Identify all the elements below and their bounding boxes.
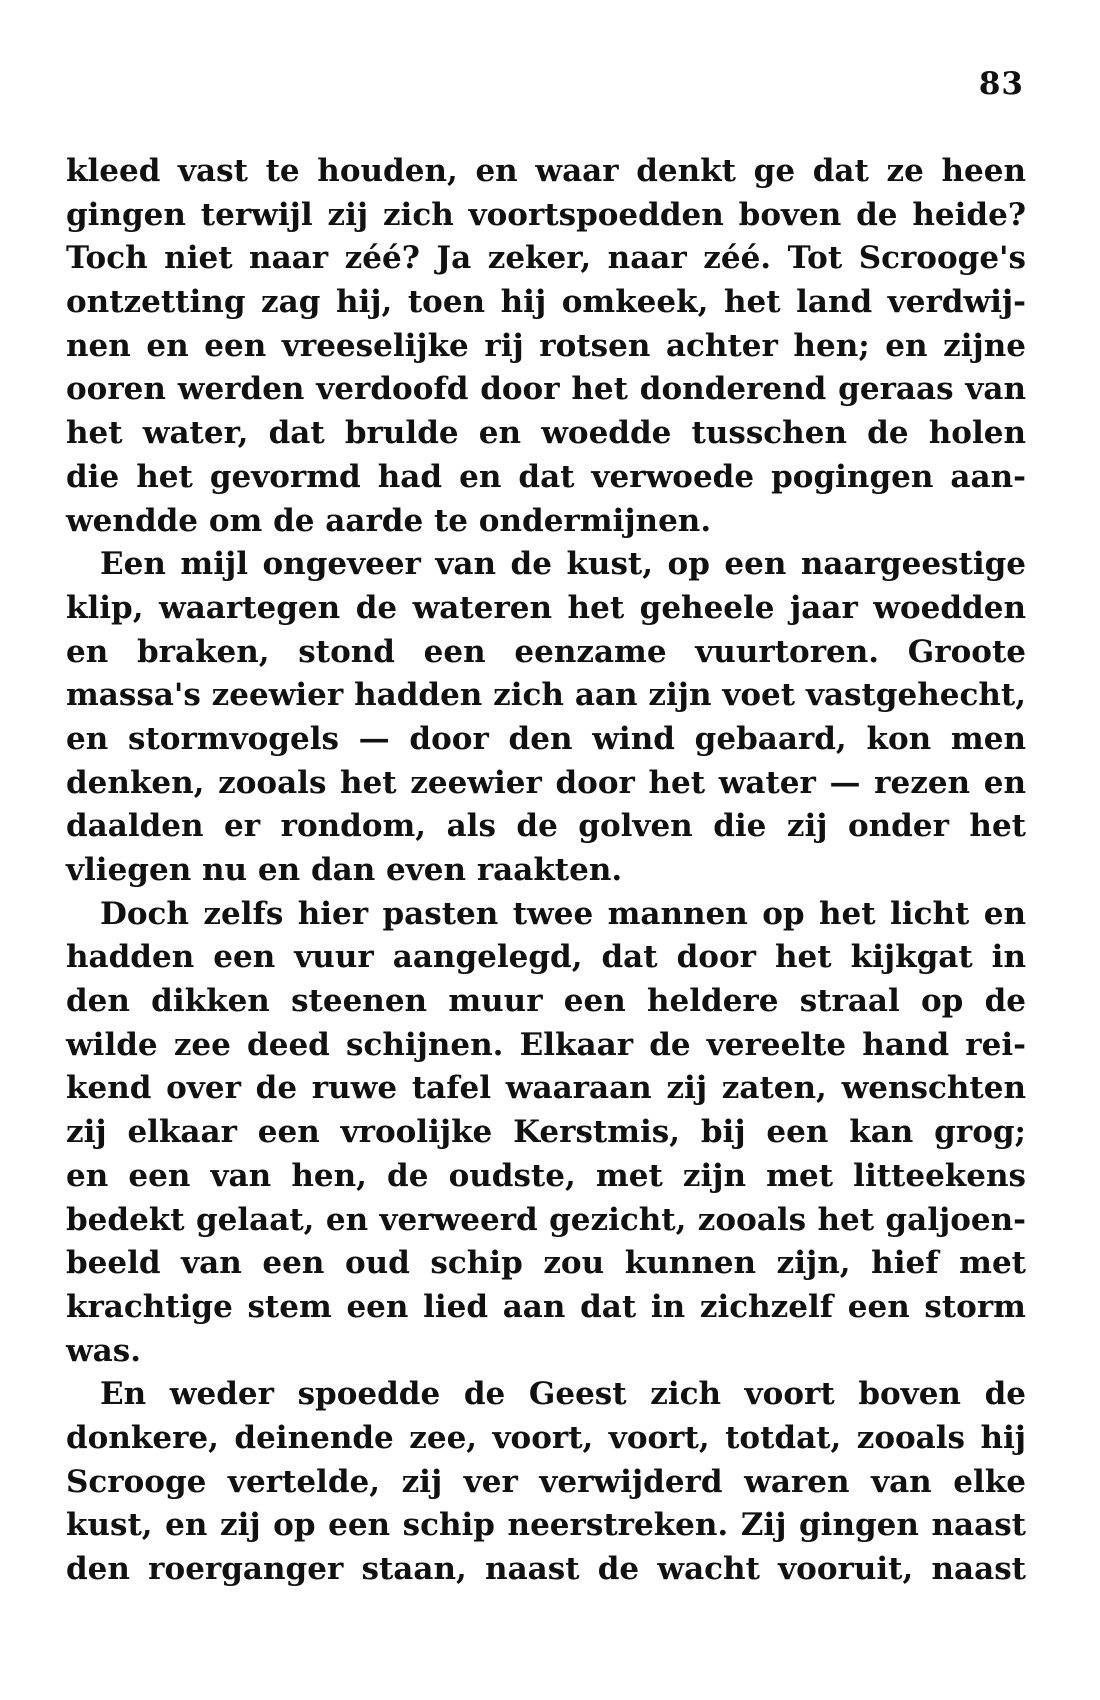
text-line: die het gevormd had en dat verwoede pogingen aan-	[66, 458, 1026, 495]
text-line: hadden een vuur aangelegd, dat door het kijkgat in	[66, 939, 1026, 976]
body-text	[66, 150, 1026, 1592]
text-line: ontzetting zag hij, toen hij omkeek, het land verdwij-	[66, 284, 1026, 321]
text-line: kust, en zij op een schip neerstreken. Zij gingen naast	[66, 1507, 1026, 1544]
text-line: en een van hen, de oudste, met zijn met litteekens	[66, 1157, 1026, 1194]
text-line: daalden er rondom, als de golven die zij onder het	[66, 808, 1026, 845]
text-line: nen en een vreeselijke rij rotsen achter hen; en zijne	[66, 327, 1026, 364]
text-line: Toch niet naar zéé? Ja zeker, naar zéé. Tot Scrooge's	[66, 240, 1026, 277]
text-line: zij elkaar een vroolijke Kerstmis, bij een kan grog;	[66, 1114, 1026, 1151]
text-line: wilde zee deed schijnen. Elkaar de vereelte hand rei-	[66, 1026, 1026, 1063]
text-line: den roerganger staan, naast de wacht vooruit, naast	[66, 1551, 1026, 1587]
text-line: Een mijl ongeveer van de kust, op een naargeestige	[100, 546, 1026, 583]
text-line: den dikken steenen muur een heldere straal op de	[66, 983, 1026, 1020]
text-line: en braken, stond een eenzame vuurtoren. Groote	[66, 633, 1026, 670]
text-line: en stormvogels — door den wind gebaard, kon men	[66, 720, 1026, 757]
text-line: kend over de ruwe tafel waaraan zij zaten, wenschten	[66, 1070, 1026, 1107]
text-line: ooren werden verdoofd door het donderend geraas van	[66, 371, 1026, 408]
text-line: massa's zeewier hadden zich aan zijn voet vastgehecht,	[66, 677, 1026, 714]
text-line: vliegen nu en dan even raakten.	[66, 852, 623, 888]
text-line: was.	[66, 1332, 142, 1369]
text-line: denken, zooals het zeewier door het water — rezen en	[66, 764, 1026, 801]
text-line: Doch zelfs hier pasten twee mannen op het licht en	[100, 895, 1026, 932]
text-line: kleed vast te houden, en waar denkt ge dat ze heen	[66, 153, 1026, 189]
text-line: donkere, deinende zee, voort, voort, totdat, zooals hij	[66, 1419, 1026, 1456]
text-line: het water, dat brulde en woedde tusschen de holen	[66, 415, 1026, 452]
text-line: beeld van een oud schip zou kunnen zijn, hief met	[66, 1245, 1026, 1282]
page-number: 83	[978, 66, 1024, 102]
text-line: wendde om de aarde te ondermijnen.	[66, 502, 712, 539]
text-line: klip, waartegen de wateren het geheele jaar woedden	[66, 589, 1026, 626]
text-line: Scrooge vertelde, zij ver verwijderd waren van elke	[66, 1463, 1026, 1500]
text-line: krachtige stem een lied aan dat in zichzelf een storm	[66, 1288, 1026, 1325]
text-line: En weder spoedde de Geest zich voort boven de	[100, 1376, 1026, 1413]
text-line: bedekt gelaat, en verweerd gezicht, zooals het galjoen-	[66, 1201, 1026, 1238]
text-line: gingen terwijl zij zich voortspoedden boven de heide?	[66, 196, 1026, 233]
